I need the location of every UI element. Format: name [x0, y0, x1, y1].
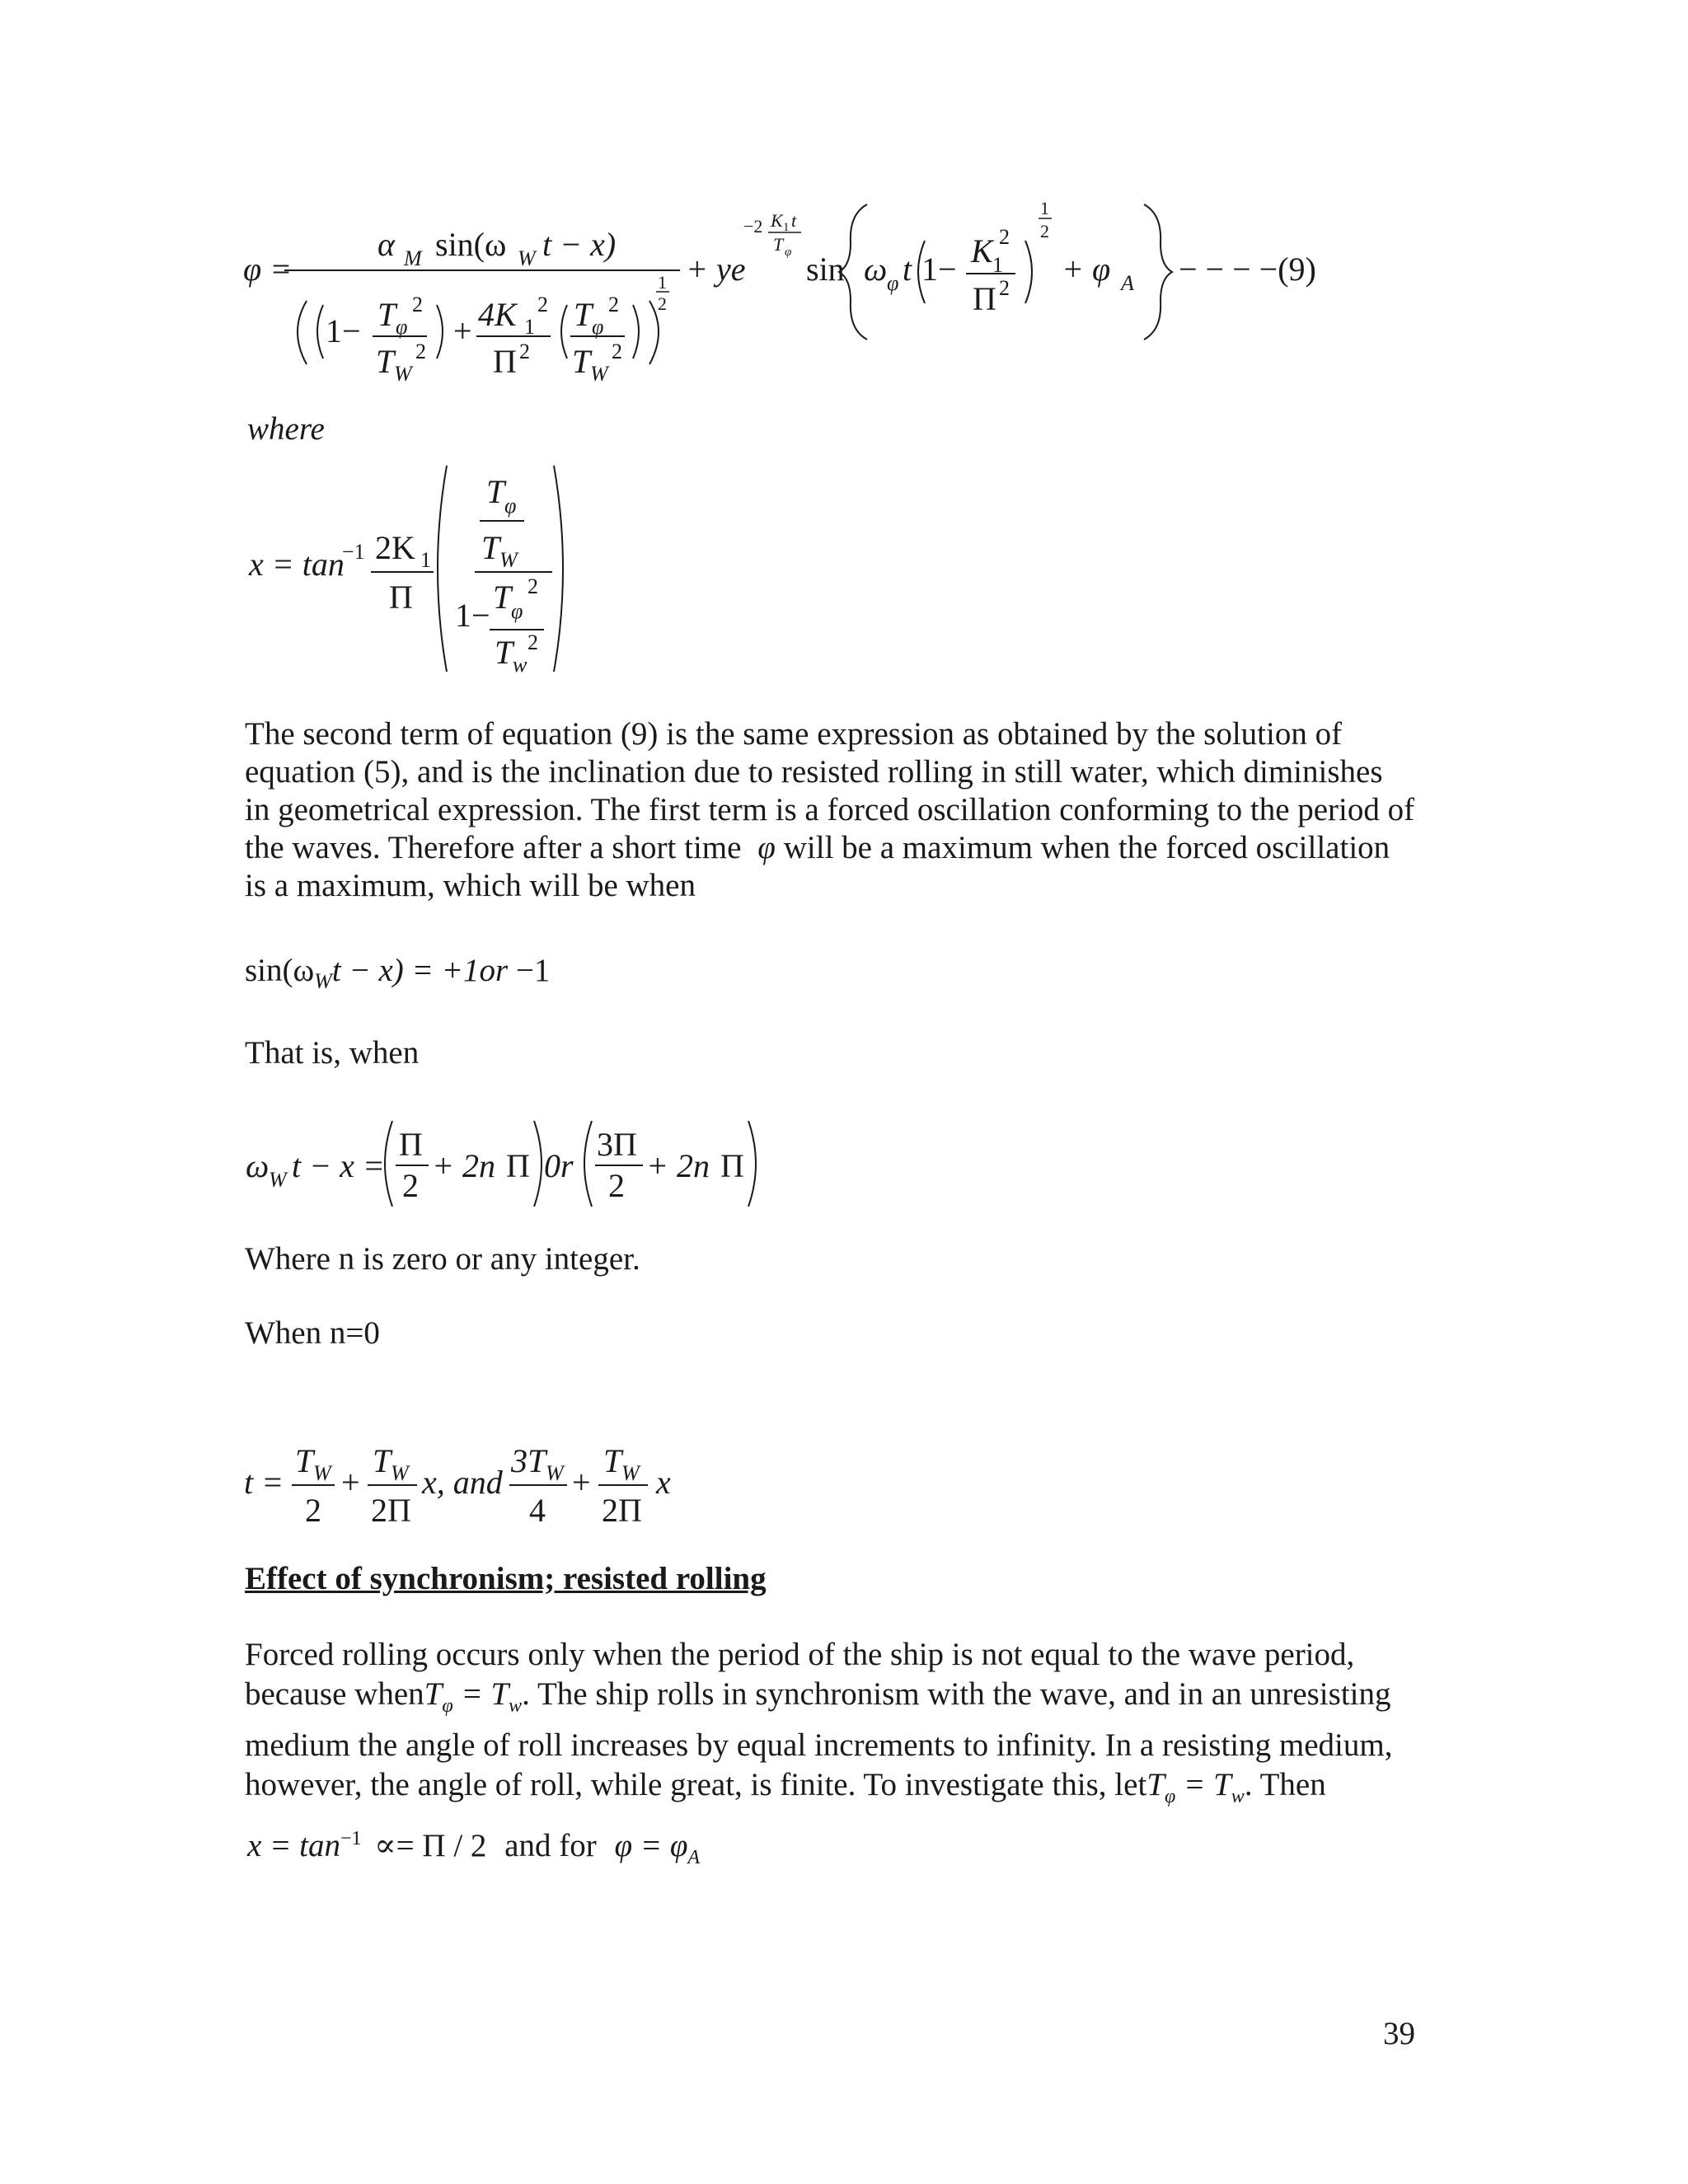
eqo-omega: ω — [246, 1147, 270, 1184]
eq9-den-one: 1− — [326, 312, 361, 349]
eq9-Pi: Π — [973, 280, 996, 317]
eqo-0r: 0r — [544, 1147, 574, 1184]
eqt-W3: W — [546, 1461, 564, 1485]
p2-inline-eq2: = T — [1175, 1766, 1231, 1802]
eqt-T4: T — [603, 1442, 622, 1479]
eq9-omega-phi: φ — [887, 271, 899, 295]
eqt-two: 2 — [305, 1492, 321, 1529]
eqt-plus1: + — [341, 1464, 360, 1501]
eq9-num-rest: t − x) — [542, 226, 617, 263]
eqo-plus2n2: + 2n — [646, 1147, 710, 1184]
eqt-2Pi2: 2Π — [602, 1492, 642, 1529]
eqx-2K: 2K — [375, 529, 415, 566]
eq9-A-sub: A — [1121, 271, 1134, 295]
eq9-den-T2: T — [574, 296, 593, 333]
eq9-half-den: 2 — [658, 293, 667, 314]
eq9-exp-half-den: 2 — [1040, 221, 1049, 241]
eqt-W4: W — [621, 1461, 640, 1485]
eqo-paren1-right — [534, 1121, 542, 1207]
last-rest: ∝= Π / 2 — [374, 1828, 487, 1863]
equation-omega — [231, 1104, 808, 1220]
paragraph-1 — [245, 715, 1415, 905]
eq9-den-W2: W — [590, 362, 608, 386]
last-A: A — [687, 1846, 701, 1868]
eqt-x: x — [656, 1464, 671, 1501]
eq9-exp-one: 1 — [783, 221, 790, 234]
equation-9 — [231, 190, 1550, 437]
eq9-w-sub: W — [518, 246, 536, 270]
eqt-W2: W — [391, 1461, 409, 1485]
eqsin-W: W — [314, 968, 332, 993]
eq9-exp-half-num: 1 — [1040, 198, 1049, 218]
p2-inline-phi2: φ — [1165, 1785, 1176, 1807]
eqo-paren2-right — [748, 1121, 756, 1207]
eq9-den-TW: T — [376, 343, 395, 380]
eq9-den-phi2: φ — [592, 315, 604, 339]
eq9-Pi-sup: 2 — [999, 276, 1010, 300]
eqo-Pi2: Π — [506, 1147, 530, 1184]
p2-inline-phi1: φ — [442, 1694, 453, 1717]
eqx-Pi: Π — [389, 579, 413, 616]
eq9-tag: − − − −(9) — [1179, 251, 1316, 288]
eq9-omega: ω — [864, 251, 888, 288]
eq9-den-TW2: T — [572, 343, 591, 380]
eq9-exp-K: K — [771, 210, 783, 231]
eq9-exp-T: T — [773, 234, 784, 255]
eqx-phi: φ — [504, 494, 517, 518]
eqo-rest: t − x = — [292, 1147, 385, 1184]
eqx-T2: T — [493, 579, 512, 616]
eq9-alpha: α — [377, 226, 395, 263]
eqsin-rest: t − x) = +1 — [331, 953, 480, 988]
eq9-lhs: φ = — [243, 251, 293, 288]
eq9-sin: sin(ω — [435, 226, 507, 263]
last-and-for: and for — [504, 1828, 597, 1863]
eqo-Pi: Π — [399, 1126, 423, 1163]
p2-inline-w2: w — [1231, 1785, 1245, 1807]
eqx-inv: −1 — [342, 540, 365, 564]
eq9-half-num: 1 — [658, 272, 667, 293]
paragraph-2c: . Then — [1244, 1766, 1326, 1802]
that-is-when: That is, when — [245, 1035, 420, 1071]
last-equation-line — [247, 1820, 700, 1877]
eq9-den-T: T — [377, 296, 396, 333]
paragraph-2 — [245, 1635, 1415, 1816]
eq9-den-Pi: Π — [493, 343, 517, 380]
eq9-paren-left — [317, 305, 323, 359]
page-number: 39 — [1383, 2016, 1415, 2051]
eqsin-minus1: −1 — [508, 953, 551, 988]
equation-t — [231, 1434, 725, 1541]
eqt-3T: 3T — [511, 1442, 546, 1479]
paragraph-2a: Forced rolling occurs only when the period of the ship is not equal to the wave period, because when — [245, 1637, 1355, 1712]
last-inv: −1 — [340, 1828, 362, 1849]
paragraph-1-phi: φ — [757, 830, 776, 865]
eq9-K-sup: 2 — [999, 225, 1010, 249]
eq9-curly-right — [1144, 204, 1172, 340]
eqt-t: t = — [244, 1464, 284, 1501]
eq9-plus-ye: + ye — [686, 251, 746, 288]
p2-inline-eq1: = T — [452, 1676, 509, 1712]
eq9-alpha-sub: M — [404, 246, 422, 270]
eq9-K-sub: 1 — [992, 253, 1003, 277]
eq9-paren2-left — [561, 305, 567, 359]
eqt-2Pi: 2Π — [371, 1492, 411, 1529]
last-phi-eq: φ = φ — [614, 1828, 688, 1863]
eq9-t: t — [903, 251, 912, 288]
eq9-one-minus: 1− — [921, 251, 957, 288]
where-n-text: Where n is zero or any integer. — [245, 1241, 640, 1277]
eq9-den-two-c: 2 — [537, 293, 548, 316]
paragraph-2b: . The ship rolls in synchronism with the wave, and in an unresisting medium the angle of roll increases by equal increments to infinity. In a resisting medium, however, the angle of roll, while great, is finite. To investigate this, let — [245, 1676, 1393, 1802]
eq9-den-two-e: 2 — [608, 293, 619, 316]
eqt-W1: W — [313, 1461, 331, 1485]
eq9-plus-phiA: + φ — [1062, 251, 1111, 288]
eq9-exp-minus2: −2 — [743, 216, 763, 237]
eqx-T: T — [486, 473, 505, 510]
eqx-two-a: 2 — [528, 574, 538, 598]
eq9-K: K — [971, 232, 993, 269]
eqx-paren-left — [438, 466, 447, 672]
p2-inline-T1: T — [424, 1676, 443, 1712]
eqo-W: W — [269, 1168, 287, 1192]
eq9-den-two-b: 2 — [415, 340, 426, 363]
eqt-x-and: x, and — [422, 1464, 503, 1501]
eqx-phi2: φ — [511, 599, 523, 623]
eqt-T2: T — [373, 1442, 392, 1479]
p2-inline-T2: T — [1146, 1766, 1165, 1802]
last-x-tan: x = tan — [247, 1828, 340, 1863]
eq9-den-plus: + — [453, 312, 472, 349]
eq9-den-two-f: 2 — [612, 340, 622, 363]
eq9-brace-left — [298, 301, 307, 364]
eqx-two-b: 2 — [528, 630, 538, 654]
eqx-lhs: x = tan — [249, 546, 345, 583]
eqx-T3: T — [495, 634, 513, 671]
eqx-TW: T — [481, 529, 500, 566]
eqt-plus2: + — [572, 1464, 591, 1501]
where-label: where — [247, 411, 325, 447]
eqo-3Pi: 3Π — [597, 1126, 637, 1163]
eq9-den-phi: φ — [396, 315, 408, 339]
equation-x — [231, 462, 725, 684]
equation-sin — [245, 952, 550, 1001]
eqo-paren1-left — [385, 1121, 392, 1207]
paragraph-1-end: will be a maximum when the forced oscillation is a maximum, which will be when — [245, 830, 1390, 903]
when-n0-text: When n=0 — [245, 1315, 380, 1351]
eqx-w: w — [513, 653, 528, 677]
eq9-exp-t: t — [791, 210, 797, 231]
eq9-sin2: sin — [806, 251, 845, 288]
eqt-four: 4 — [529, 1492, 546, 1529]
eqo-Pi3: Π — [720, 1147, 744, 1184]
eqo-two: 2 — [402, 1167, 419, 1204]
eq9-paren2-right — [633, 305, 639, 359]
section-heading: Effect of synchronism; resisted rolling — [245, 1561, 767, 1596]
eq9-den-4K: 4K — [478, 296, 517, 333]
eq9-exp-phi: φ — [785, 246, 792, 259]
eq9-paren3-right — [1025, 241, 1032, 303]
eq9-den-W: W — [394, 362, 412, 386]
eq9-den-two-a: 2 — [412, 293, 423, 316]
eq9-paren-right — [437, 305, 443, 359]
eqx-one: 1 — [420, 548, 431, 572]
eqo-paren2-left — [584, 1121, 592, 1207]
eqo-plus2n: + 2n — [432, 1147, 495, 1184]
paragraph-1-text: The second term of equation (9) is the same expression as obtained by the solution of equation (5), and is the inclination due to resisted rolling in still water, which diminishes in geometrical expression. The first term is a forced oscillation conforming to the period of the waves. Therefore after a short time — [245, 716, 1415, 865]
eqx-one-minus: 1− — [455, 597, 490, 634]
eqx-paren-right — [554, 466, 563, 672]
eqsin-sin: sin(ω — [245, 953, 315, 988]
eqt-T1: T — [295, 1442, 314, 1479]
p2-inline-w1: w — [509, 1694, 523, 1717]
eq9-den-two-d: 2 — [519, 340, 530, 363]
eqsin-or: or — [479, 953, 509, 988]
eq9-den-1: 1 — [524, 315, 535, 339]
eqx-W: W — [499, 548, 518, 572]
eqo-two2: 2 — [608, 1167, 625, 1204]
